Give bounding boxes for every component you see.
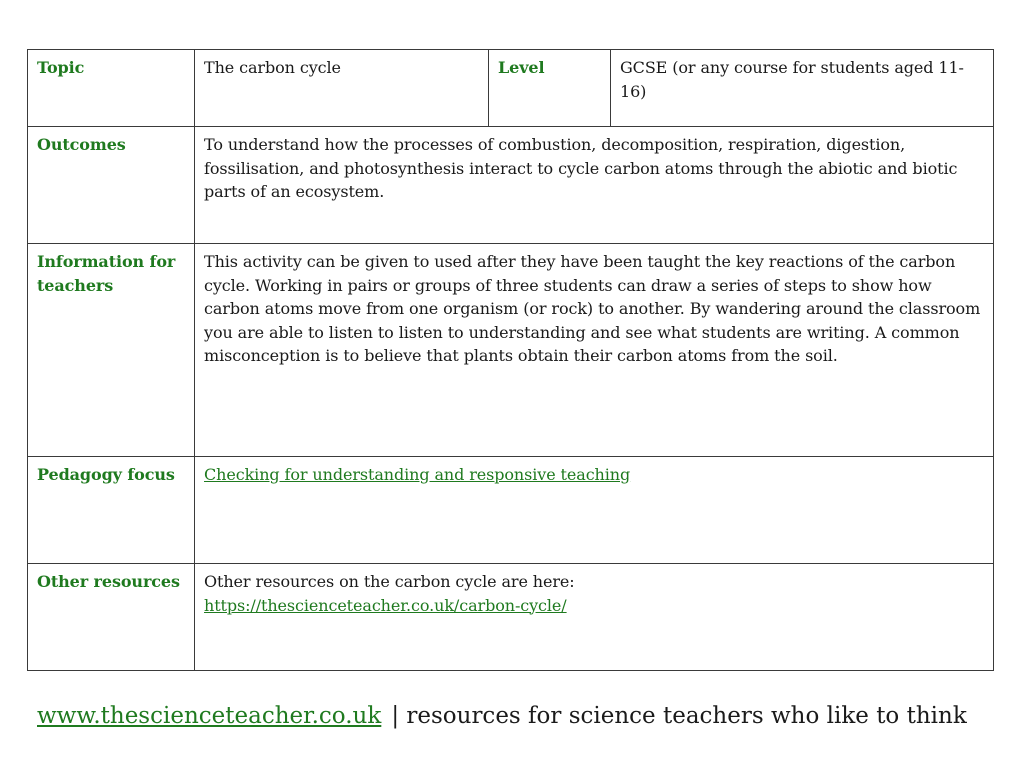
other-resources-label: Other resources [28,564,195,671]
table-row-information [28,244,994,457]
site-link[interactable]: www.thescienceteacher.co.uk [37,703,382,729]
other-resources-text: Other resources on the carbon cycle are here: [204,572,575,591]
outcomes-label: Outcomes [28,127,195,244]
footer [37,703,967,729]
outcomes-value: To understand how the processes of combustion, decomposition, respiration, digestion, fossilisation, and photosynthesis interact to cycle carbon atoms through the abiotic and biotic parts of an ecosystem. [195,127,994,244]
carbon-cycle-link[interactable]: https://thescienceteacher.co.uk/carbon-cycle/ [204,595,567,615]
table-row-topic [28,50,994,127]
information-label: Information for teachers [28,244,195,457]
table-row-other-resources [28,564,994,671]
level-value: GCSE (or any course for students aged 11-16) [611,50,994,127]
table-row-pedagogy [28,457,994,564]
information-value: This activity can be given to used after they have been taught the key reactions of the carbon cycle. Working in pairs or groups of three students can draw a series of steps to show how carbon atoms move from one organism (or rock) to another. By wandering around the classroom you are able to listen to listen to understanding and see what students are writing. A common misconception is to believe that plants obtain their carbon atoms from the soil. [195,244,994,457]
pedagogy-label: Pedagogy focus [28,457,195,564]
table-row-outcomes [28,127,994,244]
pedagogy-cell [195,457,994,564]
pedagogy-link[interactable]: Checking for understanding and responsive teaching [204,465,631,484]
topic-label: Topic [28,50,195,127]
footer-tagline: | resources for science teachers who like to think [391,703,967,729]
other-resources-cell [195,564,994,671]
level-label: Level [489,50,611,127]
lesson-plan-table [27,49,994,671]
topic-value: The carbon cycle [195,50,489,127]
